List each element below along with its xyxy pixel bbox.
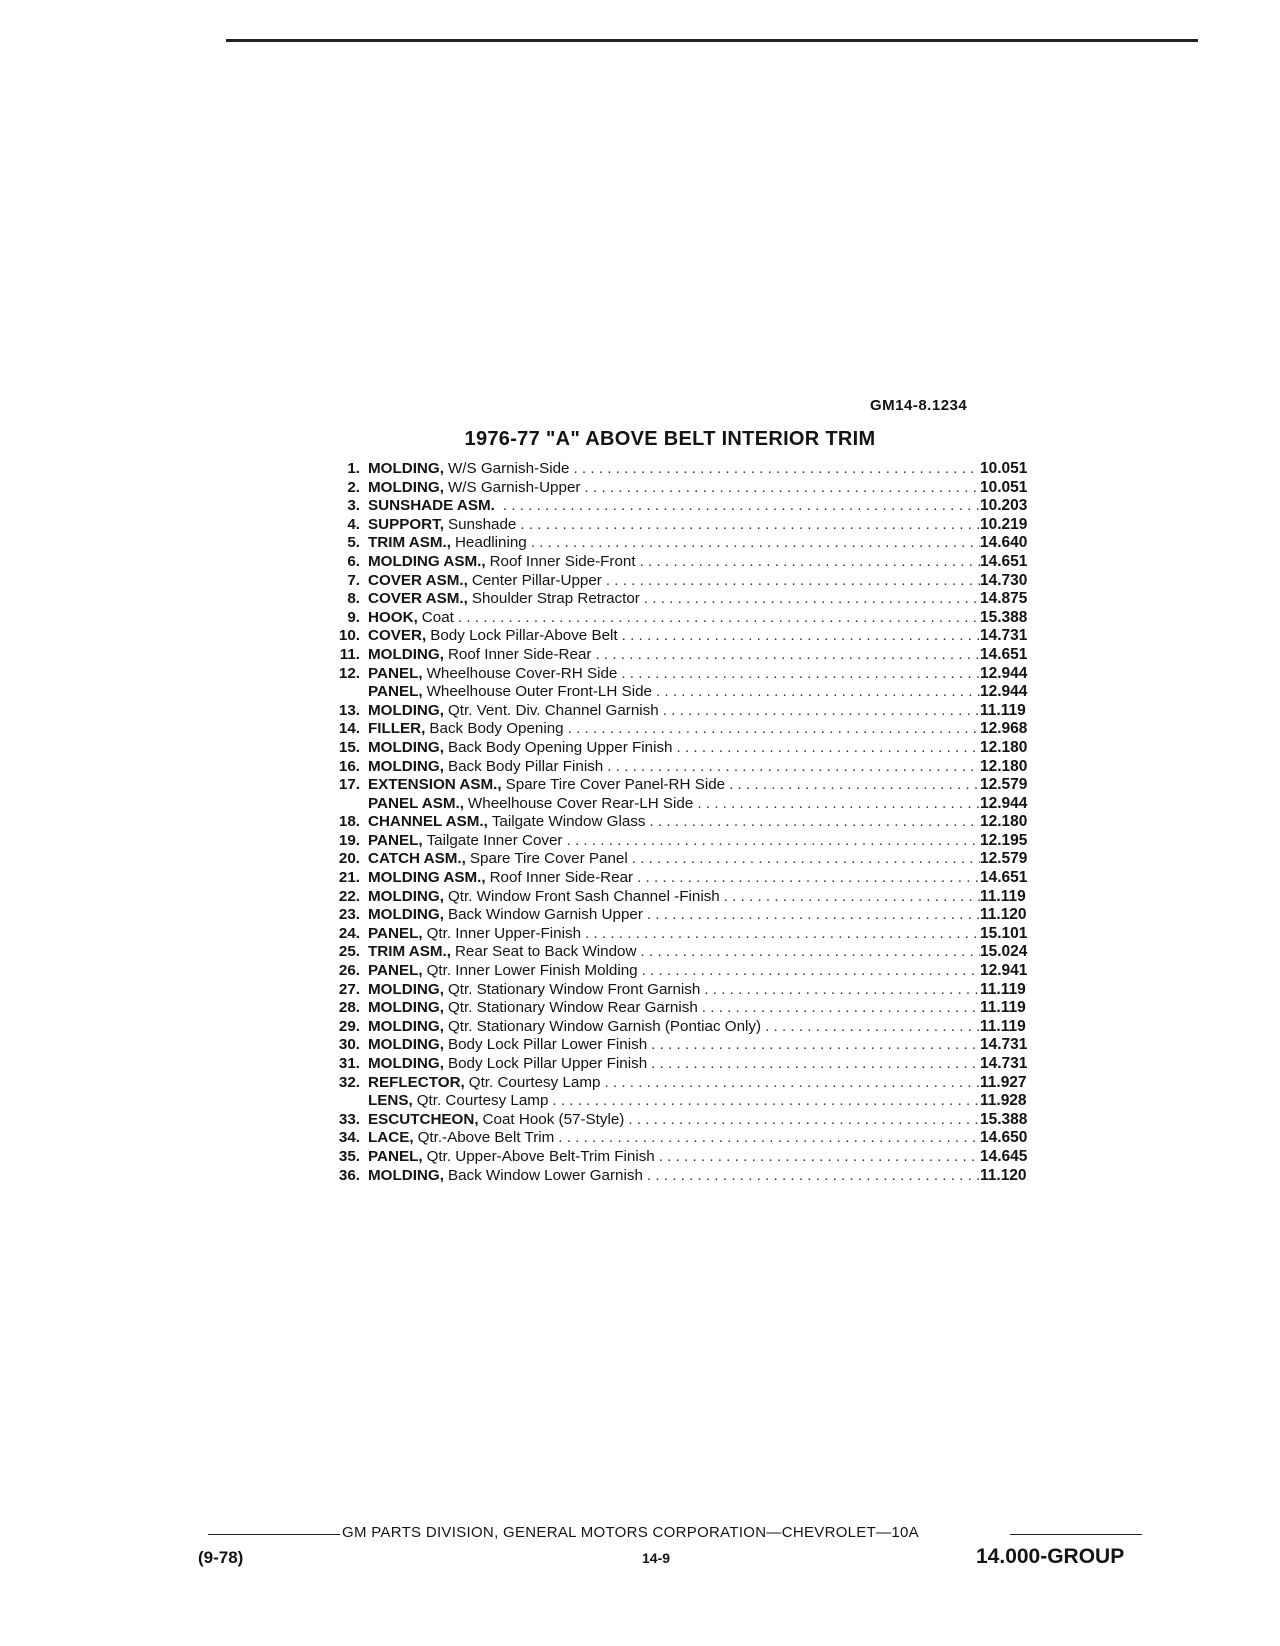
group-code: 14.731 (980, 627, 1028, 645)
group-code: 10.219 (980, 515, 1028, 533)
item-name: MOLDING, (368, 757, 444, 775)
item-number: 19. (338, 831, 360, 849)
list-item (318, 1092, 1058, 1111)
item-description (368, 962, 980, 981)
item-detail: Rear Seat to Back Window (454, 943, 637, 961)
dot-leader (516, 516, 980, 535)
item-detail: Body Lock Pillar Upper Finish (447, 1055, 648, 1072)
item-number: 5. (347, 534, 360, 552)
group-code: 11.120 (980, 906, 1027, 924)
item-description (368, 1036, 980, 1055)
item-description (368, 497, 980, 516)
item-description (368, 906, 980, 925)
list-item (318, 665, 1058, 684)
item-name: COVER ASM., (368, 571, 468, 589)
dot-leader (643, 1167, 980, 1186)
item-detail: Qtr. Inner Lower Finish Molding (426, 962, 638, 980)
list-item (318, 1148, 1058, 1167)
item-description (368, 646, 980, 665)
group-code: 12.579 (980, 776, 1028, 794)
item-name: CHANNEL ASM., (368, 813, 488, 831)
item-name: MOLDING, (368, 999, 444, 1017)
group-code: 11.119 (980, 887, 1026, 905)
item-description (368, 813, 980, 832)
item-description (368, 1111, 980, 1130)
item-name: PANEL, (368, 831, 423, 849)
item-number: 36. (338, 1166, 360, 1184)
page-title: 1976-77 "A" ABOVE BELT INTERIOR TRIM (464, 428, 876, 450)
dot-leader (554, 1129, 980, 1148)
item-name: REFLECTOR, (368, 1073, 465, 1091)
item-description (368, 795, 980, 814)
item-name: SUNSHADE ASM. (368, 497, 495, 515)
list-item (318, 1055, 1058, 1074)
list-item (318, 795, 1058, 814)
item-number: 8. (347, 590, 360, 608)
item-number: 12. (338, 664, 360, 682)
group-code: 12.941 (980, 962, 1028, 980)
group-code: 11.928 (980, 1092, 1027, 1110)
item-description (368, 1148, 980, 1167)
item-number: 2. (347, 478, 360, 496)
dot-leader (618, 627, 980, 646)
item-detail: Coat Hook (57-Style) (482, 1110, 625, 1128)
item-name: HOOK, (368, 608, 418, 626)
list-item (318, 702, 1058, 721)
item-number: 9. (347, 608, 360, 626)
item-name: PANEL, (368, 924, 423, 942)
item-number: 21. (338, 869, 360, 887)
parts-list (318, 460, 1058, 1185)
item-number: 14. (338, 720, 360, 738)
dot-leader (527, 534, 980, 553)
item-description (368, 702, 980, 721)
list-item (318, 572, 1058, 591)
group-code: 14.640 (980, 534, 1028, 552)
item-name: MOLDING, (368, 645, 444, 663)
dot-leader (580, 479, 980, 498)
group-code: 15.101 (980, 924, 1028, 942)
item-number: 29. (338, 1017, 360, 1035)
item-description (368, 1129, 980, 1148)
group-code: 12.180 (980, 757, 1028, 775)
list-item (318, 460, 1058, 479)
item-description (368, 1092, 980, 1111)
group-code: 12.195 (980, 831, 1028, 849)
item-number: 4. (347, 515, 360, 533)
item-name: CATCH ASM., (368, 850, 466, 868)
dot-leader (628, 850, 980, 869)
item-number: 34. (338, 1129, 360, 1147)
item-number: 17. (338, 776, 360, 794)
item-detail: Qtr. Inner Upper-Finish (426, 924, 582, 942)
dot-leader (603, 758, 980, 777)
list-item (318, 1074, 1058, 1093)
item-description (368, 534, 980, 553)
list-item (318, 888, 1058, 907)
list-item (318, 1018, 1058, 1037)
item-description (368, 739, 980, 758)
list-item (318, 720, 1058, 739)
dot-leader (645, 813, 980, 832)
item-name: LACE, (368, 1129, 414, 1147)
group-code: 11.119 (980, 980, 1026, 998)
item-name: PANEL, (368, 962, 423, 980)
item-description (368, 1167, 980, 1186)
item-detail: Roof Inner Side-Front (489, 552, 636, 570)
item-detail: Back Body Opening Upper Finish (447, 738, 673, 756)
list-item (318, 534, 1058, 553)
item-detail: Center Pillar-Upper (471, 571, 602, 589)
item-description (368, 832, 980, 851)
item-description (368, 776, 980, 795)
item-description (368, 553, 980, 572)
item-detail: Back Body Pillar Finish (447, 757, 604, 775)
item-name: MOLDING ASM., (368, 869, 486, 887)
list-item (318, 739, 1058, 758)
list-item (318, 869, 1058, 888)
item-name: COVER ASM., (368, 590, 468, 608)
item-detail: Sunshade (447, 515, 517, 533)
group-code: 10.051 (980, 478, 1028, 496)
item-name: MOLDING, (368, 701, 444, 719)
item-name: EXTENSION ASM., (368, 776, 502, 794)
dot-leader (698, 999, 980, 1018)
item-number: 22. (338, 887, 360, 905)
item-detail: Body Lock Pillar Lower Finish (447, 1036, 648, 1054)
item-description (368, 572, 980, 591)
dot-leader (643, 906, 980, 925)
dot-leader (563, 832, 981, 851)
list-item (318, 999, 1058, 1018)
page-number: 14-9 (642, 1550, 671, 1566)
dot-leader (761, 1018, 980, 1037)
item-description (368, 609, 980, 628)
dot-leader (655, 1148, 980, 1167)
item-detail: Qtr. Stationary Window Rear Garnish (447, 999, 698, 1017)
list-item (318, 850, 1058, 869)
dot-leader (720, 888, 980, 907)
group-code: 12.180 (980, 738, 1028, 756)
item-detail: Shoulder Strap Retractor (471, 590, 640, 608)
item-number: 7. (347, 571, 360, 589)
list-item (318, 683, 1058, 702)
list-item (318, 646, 1058, 665)
item-detail: Headlining (454, 534, 527, 552)
list-item (318, 479, 1058, 498)
group-number: 14.000-GROUP (976, 1545, 1125, 1568)
item-number: 23. (338, 906, 360, 924)
group-code: 12.968 (980, 720, 1028, 738)
item-name: MOLDING, (368, 906, 444, 924)
item-detail: Qtr. Stationary Window Garnish (Pontiac Only) (447, 1017, 762, 1035)
item-description (368, 1055, 980, 1074)
item-detail: Qtr. Stationary Window Front Garnish (447, 980, 701, 998)
list-item (318, 981, 1058, 1000)
item-number: 13. (338, 701, 360, 719)
item-description (368, 925, 980, 944)
list-item (318, 553, 1058, 572)
item-number: 30. (338, 1036, 360, 1054)
item-name: MOLDING ASM., (368, 552, 486, 570)
dot-leader (499, 497, 980, 516)
dot-leader (659, 702, 980, 721)
list-item (318, 590, 1058, 609)
item-description (368, 460, 980, 479)
dot-leader (700, 981, 980, 1000)
item-number: 35. (338, 1147, 360, 1165)
item-description (368, 1074, 980, 1093)
list-item (318, 497, 1058, 516)
item-number: 24. (338, 924, 360, 942)
item-number: 33. (338, 1110, 360, 1128)
item-detail: W/S Garnish-Upper (447, 478, 581, 496)
dot-leader (636, 553, 980, 572)
item-detail: Wheelhouse Cover Rear-LH Side (467, 794, 694, 812)
dot-leader (581, 925, 980, 944)
item-name: TRIM ASM., (368, 943, 451, 961)
group-code: 14.730 (980, 571, 1028, 589)
group-code: 14.651 (980, 645, 1028, 663)
item-description (368, 981, 980, 1000)
item-number: 28. (338, 999, 360, 1017)
dot-leader (454, 609, 980, 628)
list-item (318, 943, 1058, 962)
item-description (368, 627, 980, 646)
dot-leader (647, 1036, 980, 1055)
item-name: MOLDING, (368, 478, 444, 496)
item-detail: Spare Tire Cover Panel (469, 850, 628, 868)
dot-leader (647, 1055, 980, 1074)
item-description (368, 479, 980, 498)
item-detail: W/S Garnish-Side (447, 460, 570, 477)
item-detail: Tailgate Inner Cover (426, 831, 563, 849)
list-item (318, 962, 1058, 981)
group-code: 14.731 (980, 1055, 1028, 1072)
dot-leader (636, 943, 980, 962)
group-code: 15.388 (980, 608, 1028, 626)
item-description (368, 888, 980, 907)
list-item (318, 776, 1058, 795)
dot-leader (673, 739, 981, 758)
group-code: 12.579 (980, 850, 1028, 868)
dot-leader (652, 683, 980, 702)
item-detail: Back Window Lower Garnish (447, 1166, 643, 1184)
group-code: 10.051 (980, 460, 1028, 477)
item-detail: Qtr. Upper-Above Belt-Trim Finish (426, 1147, 655, 1165)
list-item (318, 832, 1058, 851)
item-number: 15. (338, 738, 360, 756)
dot-leader (624, 1111, 980, 1130)
item-description (368, 869, 980, 888)
item-detail: Spare Tire Cover Panel-RH Side (505, 776, 726, 794)
item-number: 3. (347, 497, 360, 515)
item-number: 31. (338, 1055, 360, 1072)
item-name: PANEL, (368, 664, 423, 682)
item-name: MOLDING, (368, 980, 444, 998)
group-code: 11.119 (980, 1017, 1026, 1035)
group-code: 11.120 (980, 1166, 1027, 1184)
dot-leader (640, 590, 980, 609)
dot-leader (569, 460, 980, 479)
group-code: 14.650 (980, 1129, 1028, 1147)
list-item (318, 925, 1058, 944)
list-item (318, 813, 1058, 832)
item-number: 26. (338, 962, 360, 980)
dot-leader (638, 962, 980, 981)
group-code: 11.119 (980, 999, 1026, 1017)
item-name: COVER, (368, 627, 427, 645)
dot-leader (725, 776, 980, 795)
item-number: 32. (338, 1073, 360, 1091)
item-description (368, 850, 980, 869)
group-code: 12.944 (980, 683, 1028, 701)
item-number: 6. (347, 552, 360, 570)
document-code: GM14-8.1234 (870, 397, 968, 414)
item-number: 25. (338, 943, 360, 961)
item-name: PANEL ASM., (368, 794, 464, 812)
item-detail: Qtr.-Above Belt Trim (417, 1129, 555, 1147)
item-description (368, 999, 980, 1018)
list-item (318, 1129, 1058, 1148)
item-name: MOLDING, (368, 1166, 444, 1184)
list-item (318, 758, 1058, 777)
item-detail: Wheelhouse Cover-RH Side (426, 664, 618, 682)
list-item (318, 1111, 1058, 1130)
item-description (368, 758, 980, 777)
group-code: 10.203 (980, 497, 1028, 515)
item-name: LENS, (368, 1092, 413, 1110)
item-name: SUPPORT, (368, 515, 444, 533)
footer-date: (9-78) (198, 1548, 244, 1567)
item-description (368, 516, 980, 535)
list-item (318, 516, 1058, 535)
list-item (318, 906, 1058, 925)
item-detail: Body Lock Pillar-Above Belt (430, 627, 618, 645)
item-name: MOLDING, (368, 887, 444, 905)
group-code: 14.651 (980, 552, 1028, 570)
group-code: 15.024 (980, 943, 1028, 961)
footer-rule-left (208, 1534, 340, 1535)
dot-leader (600, 1074, 980, 1093)
group-code: 14.875 (980, 590, 1028, 608)
item-number: 27. (338, 980, 360, 998)
group-code: 12.180 (980, 813, 1028, 831)
item-description (368, 590, 980, 609)
item-name: TRIM ASM., (368, 534, 451, 552)
item-name: MOLDING, (368, 460, 444, 477)
item-detail: Roof Inner Side-Rear (447, 645, 592, 663)
list-item (318, 1036, 1058, 1055)
item-detail: Qtr. Vent. Div. Channel Garnish (447, 701, 659, 719)
dot-leader (617, 665, 980, 684)
dot-leader (633, 869, 980, 888)
item-detail: Roof Inner Side-Rear (489, 869, 634, 887)
item-description (368, 683, 980, 702)
footer-rule-right (1010, 1534, 1142, 1535)
list-item (318, 1167, 1058, 1186)
item-number: 18. (338, 813, 360, 831)
item-number: 10. (338, 627, 360, 645)
group-code: 14.651 (980, 869, 1028, 887)
item-number: 20. (338, 850, 360, 868)
list-item (318, 609, 1058, 628)
group-code: 15.388 (980, 1110, 1028, 1128)
item-number: 11. (339, 645, 360, 663)
item-detail: Tailgate Window Glass (491, 813, 646, 831)
item-detail: Wheelhouse Outer Front-LH Side (426, 683, 652, 701)
item-detail: Qtr. Courtesy Lamp (468, 1073, 601, 1091)
dot-leader (548, 1092, 980, 1111)
item-name: PANEL, (368, 1147, 423, 1165)
group-code: 12.944 (980, 664, 1028, 682)
item-description (368, 943, 980, 962)
item-description (368, 665, 980, 684)
footer-publisher: GM PARTS DIVISION, GENERAL MOTORS CORPORATION—CHEVROLET—10A (342, 1524, 919, 1541)
item-name: PANEL, (368, 683, 423, 701)
item-name: FILLER, (368, 720, 426, 738)
dot-leader (564, 720, 980, 739)
item-detail: Back Body Opening (429, 720, 564, 738)
item-detail: Coat (421, 608, 454, 626)
dot-leader (591, 646, 980, 665)
item-name: MOLDING, (368, 1055, 444, 1072)
group-code: 12.944 (980, 794, 1028, 812)
item-detail: Qtr. Window Front Sash Channel -Finish (447, 887, 720, 905)
group-code: 11.119 (980, 701, 1026, 719)
item-description (368, 1018, 980, 1037)
group-code: 14.645 (980, 1147, 1028, 1165)
item-name: MOLDING, (368, 1017, 444, 1035)
group-code: 14.731 (980, 1036, 1028, 1054)
item-number: 1. (347, 460, 360, 477)
item-description (368, 720, 980, 739)
item-name: ESCUTCHEON, (368, 1110, 479, 1128)
item-detail: Qtr. Courtesy Lamp (416, 1092, 549, 1110)
item-name: MOLDING, (368, 738, 444, 756)
item-detail: Back Window Garnish Upper (447, 906, 643, 924)
item-number: 16. (338, 757, 360, 775)
dot-leader (693, 795, 980, 814)
dot-leader (602, 572, 980, 591)
top-rule (226, 39, 1198, 42)
item-name: MOLDING, (368, 1036, 444, 1054)
list-item (318, 627, 1058, 646)
group-code: 11.927 (980, 1073, 1027, 1091)
